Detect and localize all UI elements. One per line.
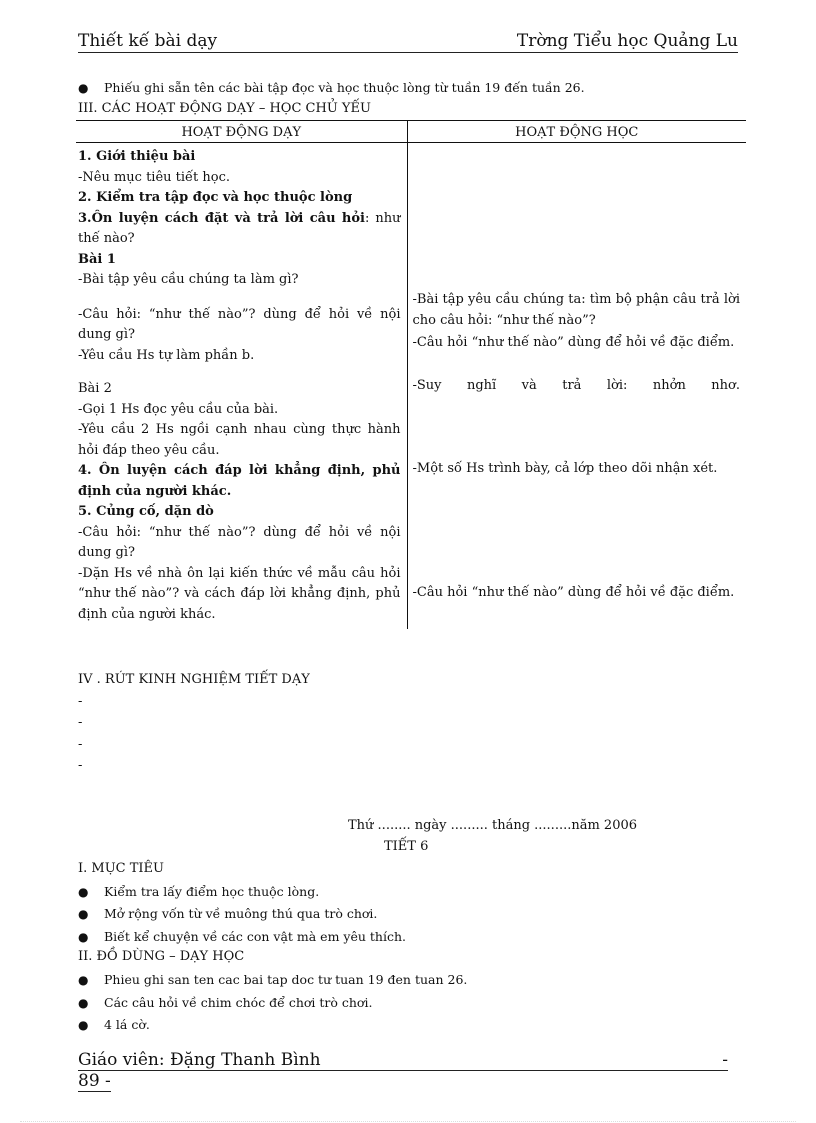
- table-body-row: [76, 143, 746, 630]
- bullet-icon: ●: [78, 907, 89, 921]
- step-text: -Yêu cầu Hs tự làm phần b.: [78, 347, 255, 363]
- step-mixed: [78, 209, 401, 250]
- bullet-icon: ●: [78, 930, 89, 944]
- answer-text: -Một số Hs trình bày, cả lớp theo dõi nhận xét.: [412, 461, 718, 476]
- material-item: [78, 972, 467, 987]
- prep-item: Phiếu ghi sẵn tên các bài tập đọc và học thuộc lòng từ tuần 19 đến tuần 26.: [104, 80, 585, 95]
- footer-teacher: Giáo viên: Đặng Thanh Bình: [78, 1050, 321, 1070]
- header-left: Thiết kế bài dạy: [78, 31, 218, 51]
- material-text: 4 lá cờ.: [104, 1017, 150, 1032]
- bullet-icon: ●: [78, 996, 89, 1010]
- exercise-title: Bài 2: [78, 381, 112, 396]
- step-text: -Câu hỏi: “như thế nào”? dùng để hỏi về nội dung gì?: [78, 306, 401, 342]
- answer-text: -Câu hỏi “như thế nào” dùng để hỏi về đặc điểm.: [412, 335, 735, 350]
- step-text: -Gọi 1 Hs đọc yêu cầu của bài.: [78, 401, 279, 417]
- material-text: Các câu hỏi về chim chóc để chơi trò chơi.: [104, 995, 373, 1010]
- activities-table: [76, 120, 746, 629]
- bullet-icon: ●: [78, 885, 89, 899]
- step-title: 1. Giới thiệu bài: [78, 149, 196, 164]
- page-footer: [78, 1048, 728, 1071]
- date-line: Thứ ........ ngày ......... tháng .........năm 2006: [348, 818, 638, 833]
- spacer: [78, 366, 401, 379]
- prep-bullet: [78, 80, 585, 95]
- step-text: -Bài tập yêu cầu chúng ta làm gì?: [78, 272, 299, 287]
- material-item: [78, 1017, 150, 1032]
- teaching-column: [76, 143, 407, 630]
- step-text: -Câu hỏi: “như thế nào”? dùng để hỏi về nội dung gì?: [78, 524, 401, 560]
- bullet-icon: ●: [78, 81, 89, 95]
- objective-item: [78, 929, 406, 944]
- step-text: -Nêu mục tiêu tiết học.: [78, 169, 231, 185]
- note-line: -: [78, 694, 83, 709]
- header-teaching: HOẠT ĐỘNG DẠY: [76, 121, 407, 143]
- bullet-icon: ●: [78, 973, 89, 987]
- section4-title: IV . RÚT KINH NGHIỆM TIẾT DẠY: [78, 672, 310, 687]
- spacer: [78, 291, 401, 305]
- section3-title: III. CÁC HOẠT ĐỘNG DẠY – HỌC CHỦ YẾU: [78, 101, 371, 116]
- step-title: 5. Củng cố, dặn dò: [78, 504, 214, 519]
- step-text: -Yêu cầu 2 Hs ngồi cạnh nhau cùng thực hành hỏi đáp theo yêu cầu.: [78, 422, 401, 458]
- materials-title: II. ĐỒ DÙNG – DẠY HỌC: [78, 949, 245, 964]
- page-header: [78, 30, 738, 53]
- step-title: 3.Ôn luyện cách đặt và trả lời câu hỏi: [78, 210, 365, 226]
- note-line: -: [78, 715, 83, 730]
- step-title: 2. Kiểm tra tập đọc và học thuộc lòng: [78, 190, 353, 205]
- objective-text: Mở rộng vốn từ về muông thú qua trò chơi.: [104, 906, 378, 921]
- learning-column: [407, 143, 746, 630]
- step-text: : như thế nào?: [78, 210, 401, 246]
- answer-text: -Bài tập yêu cầu chúng ta: tìm bộ phận câu trả lời cho câu hỏi: “như thế nào”?: [412, 292, 740, 328]
- note-line: -: [78, 758, 83, 773]
- objective-item: [78, 906, 377, 921]
- header-right: Trờng Tiểu học Quảng Lu: [516, 31, 738, 51]
- note-line: -: [78, 737, 83, 752]
- answer-text: -Câu hỏi “như thế nào” dùng để hỏi về đặc điểm.: [412, 585, 735, 600]
- page-number: 89 -: [78, 1071, 111, 1091]
- exercise-title: Bài 1: [78, 251, 116, 267]
- step-text: -Dặn Hs về nhà ôn lại kiến thức về mẫu câu hỏi “như thế nào”? và cách đáp lời khẳng định, phủ định của người khác.: [78, 565, 401, 622]
- objective-text: Kiểm tra lấy điểm học thuộc lòng.: [104, 884, 320, 899]
- objective-item: [78, 884, 319, 899]
- bottom-divider: [20, 1121, 796, 1122]
- material-text: Phieu ghi san ten cac bai tap doc tư tuan 19 đen tuan 26.: [104, 972, 468, 987]
- lesson-title: TIẾT 6: [384, 839, 429, 854]
- header-learning: HOẠT ĐỘNG HỌC: [407, 121, 746, 143]
- material-item: [78, 995, 372, 1010]
- answer-text: -Suy nghĩ và trả lời: nhởn nhơ.: [412, 378, 740, 393]
- footer-dash: -: [722, 1050, 728, 1070]
- objective-text: Biết kể chuyện về các con vật mà em yêu thích.: [104, 929, 406, 944]
- objectives-title: I. MỤC TIÊU: [78, 861, 164, 876]
- bullet-icon: ●: [78, 1018, 89, 1032]
- table-header-row: [76, 121, 746, 143]
- step-title: 4. Ôn luyện cách đáp lời khẳng định, phủ định của người khác.: [78, 463, 401, 499]
